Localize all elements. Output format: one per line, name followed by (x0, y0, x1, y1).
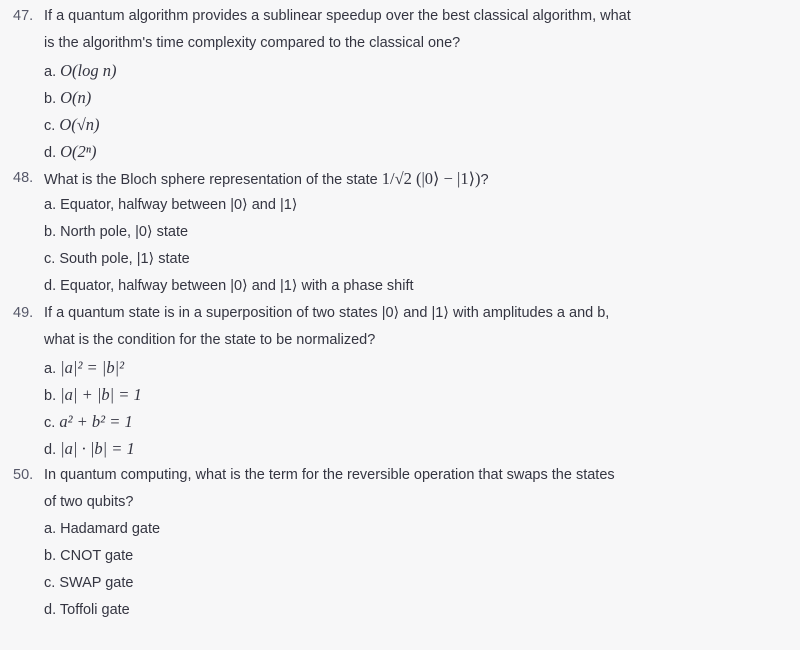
option-math: O(2ⁿ) (60, 142, 97, 161)
option-label: a. (44, 197, 57, 213)
question-50-continued (0, 489, 800, 516)
option-50-a (0, 516, 800, 543)
option-text: CNOT gate (60, 548, 134, 564)
question-number: 50. (13, 467, 34, 483)
option-49-d (0, 435, 800, 462)
option-math: O(n) (60, 88, 92, 107)
question-text: If a quantum state is in a superposition of two states |0⟩ and |1⟩ with amplitudes a and b, (44, 305, 610, 321)
question-text: If a quantum algorithm provides a sublinear speedup over the best classical algorithm, what (44, 8, 631, 24)
option-label: c. (44, 575, 56, 591)
option-47-d (0, 138, 800, 165)
option-label: c. (44, 251, 56, 267)
question-50 (0, 462, 800, 489)
option-label: b. (44, 91, 57, 107)
question-text: of two qubits? (44, 494, 134, 510)
option-49-b (0, 381, 800, 408)
option-label: d. (44, 602, 57, 618)
option-label: b. (44, 224, 57, 240)
option-50-c (0, 570, 800, 597)
option-math: a² + b² = 1 (59, 412, 133, 431)
option-text: Equator, halfway between |0⟩ and |1⟩ with a phase shift (60, 278, 414, 294)
option-48-d (0, 273, 800, 300)
option-47-a (0, 57, 800, 84)
question-number: 48. (13, 170, 34, 186)
option-math: O(log n) (60, 61, 117, 80)
option-label: a. (44, 361, 57, 377)
option-text: Toffoli gate (59, 602, 130, 618)
question-mark: ? (480, 172, 489, 188)
option-48-b (0, 219, 800, 246)
option-47-c (0, 111, 800, 138)
question-text: what is the condition for the state to be normalized? (44, 332, 376, 348)
option-text: Equator, halfway between |0⟩ and |1⟩ (60, 197, 298, 213)
quiz-document (0, 3, 800, 624)
option-label: d. (44, 442, 57, 458)
option-math: |a| · |b| = 1 (60, 439, 135, 458)
option-label: a. (44, 521, 57, 537)
option-50-b (0, 543, 800, 570)
state-math: 1/√2 (|0⟩ − |1⟩) (381, 169, 481, 188)
question-text: What is the Bloch sphere representation of the state (44, 172, 378, 188)
option-math: |a|² = |b|² (60, 358, 125, 377)
option-48-c (0, 246, 800, 273)
question-47-continued (0, 30, 800, 57)
option-text: North pole, |0⟩ state (60, 224, 189, 240)
option-label: d. (44, 278, 57, 294)
question-49-continued (0, 327, 800, 354)
option-label: d. (44, 145, 57, 161)
question-48 (0, 165, 800, 192)
option-math: |a| + |b| = 1 (60, 385, 142, 404)
option-label: c. (44, 415, 56, 431)
option-label: b. (44, 548, 57, 564)
question-number: 49. (13, 305, 34, 321)
option-50-d (0, 597, 800, 624)
option-label: b. (44, 388, 57, 404)
option-label: a. (44, 64, 57, 80)
option-math: O(√n) (59, 115, 100, 134)
question-number: 47. (13, 8, 34, 24)
option-label: c. (44, 118, 56, 134)
question-text: is the algorithm's time complexity compared to the classical one? (44, 35, 461, 51)
option-49-a (0, 354, 800, 381)
option-49-c (0, 408, 800, 435)
option-text: South pole, |1⟩ state (59, 251, 190, 267)
option-text: SWAP gate (59, 575, 134, 591)
question-text: In quantum computing, what is the term for the reversible operation that swaps the states (44, 467, 615, 483)
option-text: Hadamard gate (60, 521, 161, 537)
question-47 (0, 3, 800, 30)
option-48-a (0, 192, 800, 219)
question-49 (0, 300, 800, 327)
option-47-b (0, 84, 800, 111)
